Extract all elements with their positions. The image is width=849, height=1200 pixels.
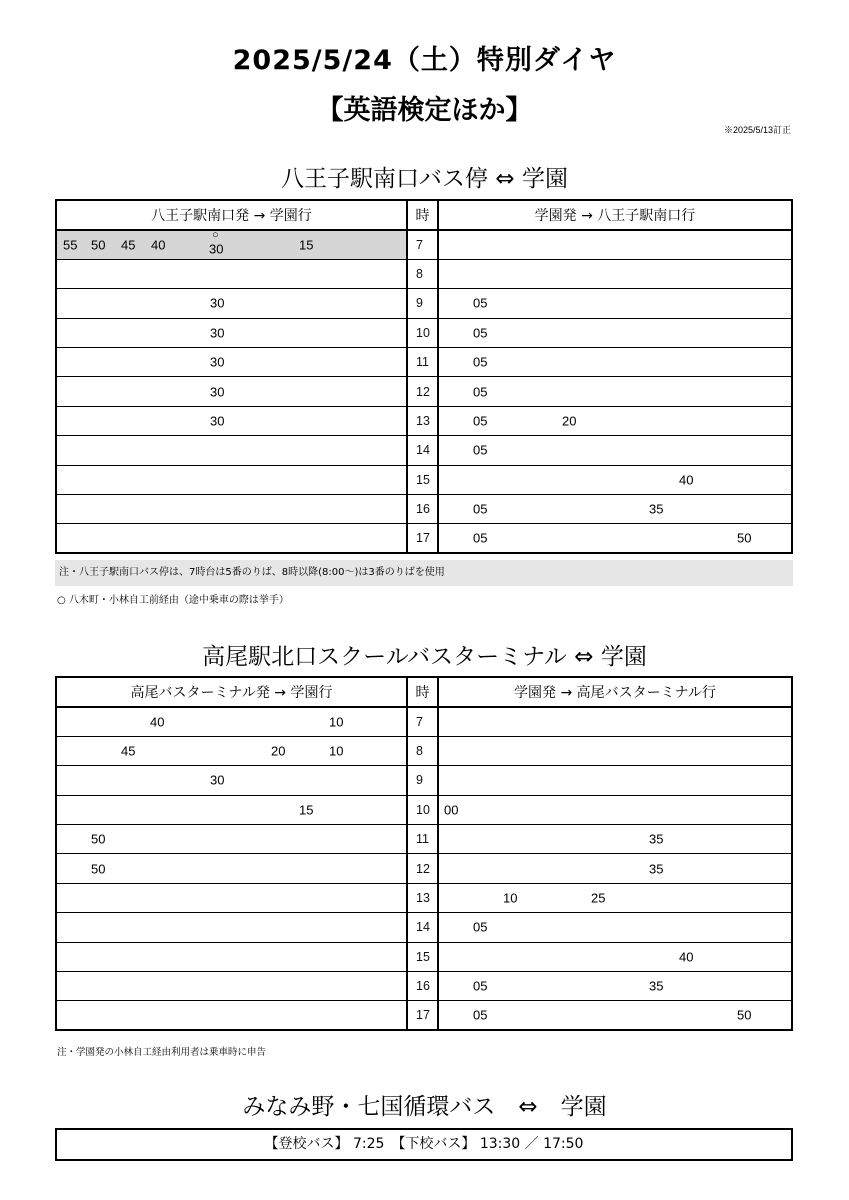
departure-minute: 35 <box>648 861 664 877</box>
departure-minute: 30 <box>210 384 225 400</box>
from-school-times <box>438 495 792 524</box>
departure-minute: 05 <box>472 919 488 935</box>
to-school-times <box>56 883 407 912</box>
section-hachioji-title: 八王子駅南口バス停 ⇔ 学園 <box>281 166 568 192</box>
departure-minute: 35 <box>648 978 664 994</box>
table-row <box>56 883 792 912</box>
to-school-times <box>56 495 407 524</box>
table-row <box>56 495 792 524</box>
departure-minute: 50 <box>736 1007 752 1023</box>
departure-minute: 00 <box>443 802 459 818</box>
departure-minute: 55 <box>63 237 78 253</box>
hour-cell: 12 <box>407 377 438 406</box>
to-school-times <box>56 259 407 288</box>
from-school-times <box>438 795 792 824</box>
table-row <box>56 436 792 465</box>
departure-minute: 35 <box>648 501 664 517</box>
column-header-from-school: 学園発 → 高尾バスターミナル行 <box>438 677 792 707</box>
table-row <box>56 913 792 942</box>
table-row <box>56 465 792 494</box>
departure-minute: 30 <box>209 241 224 257</box>
departure-minute: 05 <box>472 530 488 546</box>
hour-cell: 17 <box>407 1001 438 1030</box>
from-school-times <box>438 854 792 883</box>
departure-minute: 05 <box>472 442 488 458</box>
from-school-times <box>438 1001 792 1030</box>
circle-route-mark: ○ <box>212 229 219 241</box>
departure-minute: 50 <box>91 861 106 877</box>
departure-minute: 50 <box>91 831 106 847</box>
column-header-to-school: 高尾バスターミナル発 → 学園行 <box>56 677 407 707</box>
note-circle-route: ○ 八木町・小林自工前経由（途中乗車の際は挙手） <box>57 595 289 606</box>
to-school-times <box>56 913 407 942</box>
departure-minute: 30 <box>210 325 225 341</box>
hour-cell: 12 <box>407 854 438 883</box>
from-school-times <box>438 524 792 553</box>
from-school-times <box>438 942 792 971</box>
departure-minute: 05 <box>472 295 488 311</box>
from-school-times <box>438 766 792 795</box>
to-school-times <box>56 736 407 765</box>
departure-minute: 05 <box>472 978 488 994</box>
from-school-times <box>438 883 792 912</box>
table-row <box>56 524 792 553</box>
to-school-times <box>56 795 407 824</box>
table-row <box>56 972 792 1001</box>
note-hachioji-platform: 注・八王子駅南口バス停は、7時台は5番のりば、8時以降(8:00～)は3番のりばを使用 <box>55 560 793 586</box>
to-school-times <box>56 406 407 435</box>
to-school-times <box>56 1001 407 1030</box>
to-school-times <box>56 825 407 854</box>
to-school-times <box>56 230 407 259</box>
from-school-times <box>438 377 792 406</box>
departure-minute: 40 <box>678 472 694 488</box>
departure-minute: 10 <box>502 890 518 906</box>
column-header-hour: 時 <box>407 200 438 230</box>
table-row <box>56 854 792 883</box>
departure-minute: 50 <box>736 530 752 546</box>
hour-cell: 7 <box>407 230 438 259</box>
table-row <box>56 406 792 435</box>
departure-minute: 50 <box>91 237 106 253</box>
departure-minute: 30 <box>210 295 225 311</box>
departure-minute: 30 <box>210 772 225 788</box>
to-school-times <box>56 524 407 553</box>
from-school-times <box>438 289 792 318</box>
to-school-times <box>56 854 407 883</box>
hour-cell: 10 <box>407 318 438 347</box>
table-row <box>56 348 792 377</box>
from-school-times <box>438 406 792 435</box>
departure-minute: 25 <box>590 890 606 906</box>
departure-minute: 30 <box>210 413 225 429</box>
departure-minute: 40 <box>150 714 165 730</box>
from-school-times <box>438 465 792 494</box>
hour-cell: 9 <box>407 766 438 795</box>
page-title: 2025/5/24（土）特別ダイヤ <box>232 45 617 76</box>
table-row <box>56 766 792 795</box>
from-school-times <box>438 825 792 854</box>
departure-minute: 40 <box>678 949 694 965</box>
hour-cell: 8 <box>407 736 438 765</box>
hour-cell: 15 <box>407 465 438 494</box>
to-school-times <box>56 436 407 465</box>
from-school-times <box>438 707 792 736</box>
departure-minute: 20 <box>271 743 286 759</box>
hour-cell: 10 <box>407 795 438 824</box>
to-school-times <box>56 707 407 736</box>
table-row <box>56 289 792 318</box>
note-kobayashi: 注・学園発の小林自工経由利用者は乗車時に申告 <box>57 1047 267 1058</box>
section-loop-title: みなみ野・七国循環バス ⇔ 学園 <box>242 1094 607 1120</box>
from-school-times <box>438 348 792 377</box>
departure-minute: 10 <box>329 714 344 730</box>
departure-minute: 05 <box>472 413 488 429</box>
departure-minute: 05 <box>472 501 488 517</box>
hour-cell: 17 <box>407 524 438 553</box>
timetable-hachioji <box>55 199 793 554</box>
from-school-times <box>438 259 792 288</box>
section-takao-title: 高尾駅北口スクールバスターミナル ⇔ 学園 <box>202 644 647 670</box>
column-header-hour: 時 <box>407 677 438 707</box>
from-school-times <box>438 436 792 465</box>
to-school-times <box>56 348 407 377</box>
departure-minute: 45 <box>121 237 136 253</box>
column-header-to-school: 八王子駅南口発 → 学園行 <box>56 200 407 230</box>
revision-note: ※2025/5/13訂正 <box>723 125 791 135</box>
departure-minute: 20 <box>561 413 577 429</box>
hour-cell: 15 <box>407 942 438 971</box>
hour-cell: 14 <box>407 436 438 465</box>
departure-minute: 05 <box>472 354 488 370</box>
hour-cell: 13 <box>407 406 438 435</box>
table-row <box>56 377 792 406</box>
hour-cell: 13 <box>407 883 438 912</box>
table-row <box>56 825 792 854</box>
departure-minute: 15 <box>299 237 314 253</box>
to-school-times <box>56 377 407 406</box>
page-subtitle: 【英語検定ほか】 <box>316 95 533 126</box>
departure-minute: 15 <box>299 802 314 818</box>
departure-minute: 05 <box>472 325 488 341</box>
table-row <box>56 795 792 824</box>
to-school-times <box>56 289 407 318</box>
hour-cell: 9 <box>407 289 438 318</box>
from-school-times <box>438 230 792 259</box>
to-school-times <box>56 766 407 795</box>
departure-minute: 05 <box>472 1007 488 1023</box>
from-school-times <box>438 318 792 347</box>
departure-minute: 05 <box>472 384 488 400</box>
to-school-times <box>56 942 407 971</box>
hour-cell: 14 <box>407 913 438 942</box>
departure-minute: 10 <box>329 743 344 759</box>
table-row <box>56 707 792 736</box>
hour-cell: 8 <box>407 259 438 288</box>
departure-minute: 40 <box>151 237 166 253</box>
table-row <box>56 1001 792 1030</box>
table-row <box>56 942 792 971</box>
table-row <box>56 259 792 288</box>
column-header-from-school: 学園発 → 八王子駅南口行 <box>438 200 792 230</box>
timetable-takao <box>55 676 793 1031</box>
table-row <box>56 230 792 259</box>
from-school-times <box>438 736 792 765</box>
hour-cell: 11 <box>407 825 438 854</box>
hour-cell: 7 <box>407 707 438 736</box>
departure-minute: 35 <box>648 831 664 847</box>
hour-cell: 11 <box>407 348 438 377</box>
to-school-times <box>56 465 407 494</box>
hour-cell: 16 <box>407 972 438 1001</box>
departure-minute: 30 <box>210 354 225 370</box>
hour-cell: 16 <box>407 495 438 524</box>
table-row <box>56 736 792 765</box>
to-school-times <box>56 318 407 347</box>
from-school-times <box>438 972 792 1001</box>
departure-minute: 45 <box>121 743 136 759</box>
loop-bus-schedule: 【登校バス】 7:25 【下校バス】 13:30 ／ 17:50 <box>55 1128 793 1161</box>
from-school-times <box>438 913 792 942</box>
table-row <box>56 318 792 347</box>
to-school-times <box>56 972 407 1001</box>
